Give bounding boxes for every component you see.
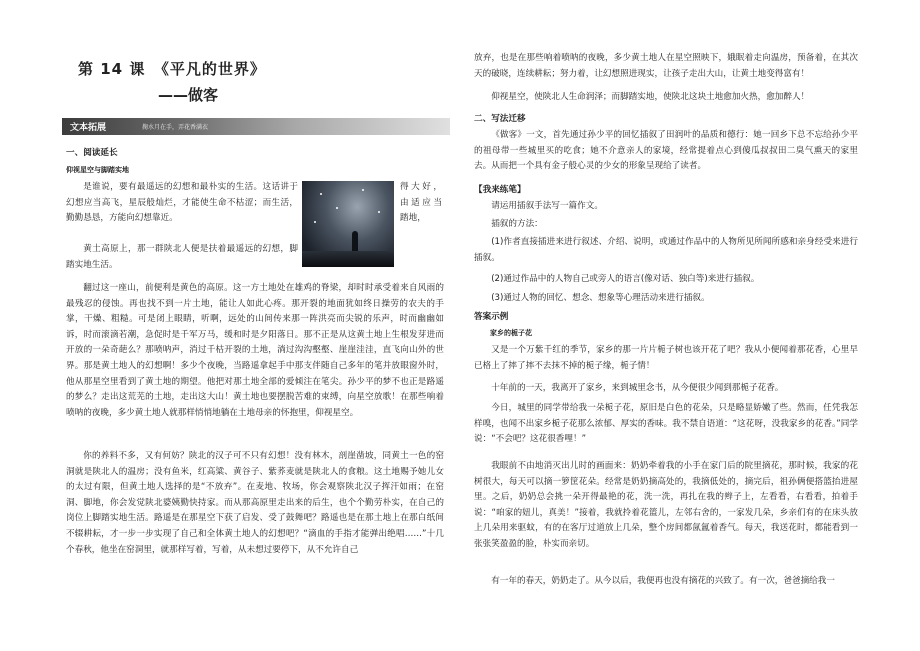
practice-heading: 【我来练笔】 xyxy=(474,185,526,195)
paragraph-continued: 放弃，也是在那些响着喷呐的夜晚，多少黄土地人在星空照映下，娥眠着走向温房，预备着，在其次天的破晓，连续耕耘；努力着，让幻想照进现实，让孩子走出大山，让黄土地变得富有！ xyxy=(474,53,858,79)
essay-paragraph-4: 我眼前不由地消灭出儿时的画面来：奶奶牵着我的小手在家门后的院里摘花，那时候，我家的花树很大，每天可以摘一箩筐花朵。经常是奶奶摘高处的，我摘低处的，摘完后，祖孙俩便搭篮抬进屋里。之后，奶奶总会挑一朵开得最艳的花，洗一洗，再扎在我的辫子上，左看看，右看看，拍着手说：“咱家的妞儿，真美！”接着，我就拎着花篮儿，左邻右舍的，一家发几朵，乡亲们有的在床头放上几朵用来驱蚊，有的在客厅过道放上几朵，整个房间都氤氲着香气。每天，我送花时，都能看到一张张笑盈盈的脸，朴实而亲切。 xyxy=(474,461,858,549)
paragraph-4: 你的养料不多，又有何妨？陕北的汉子可不只有幻想！没有林木，剖崖凿坡，同黄土一色的窑洞就是陕北人的温房；没有鱼米，红高粱、黄谷子、紫荞麦就是陕北人的食粮。这土地赐予她儿女的太过有限，但黄土地人选择的是“不放弃”。在麦地、牧场，你会观察陕北汉子挥汗如雨；在窑洞、脚地，你会发觉陕北婆姨勤快持家。而从那高原里走出来的后生，也个个勤劳朴实，在自己的岗位上脚踏实地生活。路遥是在那星空下获了启发、受了鼓舞吧？路遥也是在那土地上在那白纸间不辍耕耘，才一步一步实现了自己和全体黄土地人的幻想吧？“滴血的手指才能弹出绝唱……”十几个春秋，他坐在窑洞里，就那样写着，写着，从未想过要停下，从不允许自己 xyxy=(66,451,444,555)
essay-paragraph-3: 今日，城里的同学带给我一朵栀子花，原旧是白色的花朵，只是略显娇嫩了些。然而，任凭我怎样嗅，也闻不出家乡栀子花那么浓郁、厚实的香味。我不禁自语道：“这花呀，没我家乡的花香。”同学说：“不会吧？这花很香哩！” xyxy=(474,403,858,445)
essay-paragraph-5: 有一年的春天，奶奶走了。从今以后，我便再也没有摘花的兴致了。有一次，爸爸摘给我一 xyxy=(491,576,835,586)
essay-paragraph-2: 十年前的一天，我离开了家乡，来到城里念书，从今便很少闻到那栀子花香。 xyxy=(491,383,784,393)
banner-subtitle: 掬水月在手，弄花香满衣 xyxy=(142,124,209,131)
essay-paragraph-1: 又是一个万紫千红的季节，家乡的那一片片栀子树也该开花了吧？我从小便闻着那花香，心里早已格上了摔了摔不去抹不掉的栀子缘，栀子情！ xyxy=(474,345,858,371)
method-3: (3)通过人物的回忆、想念、想象等心理活动来进行插叙。 xyxy=(491,293,710,303)
lesson-title: 第 14 课 《平凡的世界》 xyxy=(78,60,266,78)
paragraph-1-right: 得大好，由适应当踏地， xyxy=(400,182,442,224)
article-subheading: 仰视星空与脚踏实地 xyxy=(66,166,129,174)
section-banner xyxy=(62,118,450,135)
practice-task: 请运用插叙手法写一篇作文。 xyxy=(491,201,603,211)
methods-label: 插叙的方法： xyxy=(491,219,543,229)
method-2: (2)通过作品中的人物自己或旁人的语言(像对话、独白等)来进行插叙。 xyxy=(491,274,760,284)
section-heading-writing: 二、写法迁移 xyxy=(474,114,526,124)
paragraph-1: 是谁说，要有最遥远的幻想和最朴实的生活。这话讲于幻想应当高飞，星辰般灿烂，才能使生命不枯涩；而生活，勤勤恳恳，方能向幻想靠近。 xyxy=(66,182,298,224)
essay-title: 家乡的栀子花 xyxy=(490,329,532,337)
method-1: (1)作者直接插进来进行叙述、介绍、说明，或通过作品中的人物所见所闻所感和亲身经受来进行插叙。 xyxy=(474,237,858,263)
answer-heading: 答案示例 xyxy=(474,312,509,322)
paragraph-writing-method: 《做客》一文，首先通过孙少平的回忆插叙了田润叶的品质和德行：她一回乡下总不忘给孙少平的祖母带一些城里买的吃食；她不介意亲人的家境，经常提着点心到傻瓜叔叔田二臭气熏天的家里去。从而把一个具有金子般心灵的少女的形象呈现给了读者。 xyxy=(474,130,858,172)
paragraph-2: 黄土高原上，那一群陕北人便是扶着最遥远的幻想，脚踏实地生活。 xyxy=(66,244,298,270)
paragraph-conclusion: 仰视星空，使陕北人生命润泽；而脚踏实地，使陕北这块土地愈加火热，愈加醉人！ xyxy=(491,92,810,102)
banner-label: 文本拓展 xyxy=(70,123,107,133)
paragraph-3: 翻过这一座山，前便利是黄色的高原。这一方土地处在雄鸡的脊梁，却时时承受着来自风雨的最残忍的侵蚀。再也找不到一片土地，能让人如此心疼。那开裂的地面犹如终日操劳的农夫的手掌，干燥、粗糙。可是闭上眼睛，听啊，远处的山间传来那一阵洪亮而尖锐的乐声，时而幽幽如诉，时而滚滴若潮，急促时是千军万马，缓和时是夕阳落日。那不正是从这黄土地上生根发芽进而开放的一朵奇葩么？那喷呐声，消过千枯开裂的土地，淌过沟沟壑壑、崖崖洼洼，直飞向山外的世界。那是黄土地人的幻想啊！多少个夜晚，当路遥拿起手中那支伴随自己多年的笔并放眼窗外时，他从那星空里看到了黄土地的期望。他把对那土地全部的爱倾注在笔尖。孙少平的梦不也正是路遥的梦么？走出这荒芜的土地，走出这大山！黄土地也要摆脱苦难的束缚，向星空放歌！在那些响着喷呐的夜晚，多少黄土地人就那样悄悄地躺在土地母亲的怀抱里，仰视星空。 xyxy=(66,283,444,418)
night-sky-photo xyxy=(302,181,394,267)
lesson-subtitle: ——做客 xyxy=(158,86,219,104)
section-heading-reading: 一、阅读延长 xyxy=(66,148,118,158)
